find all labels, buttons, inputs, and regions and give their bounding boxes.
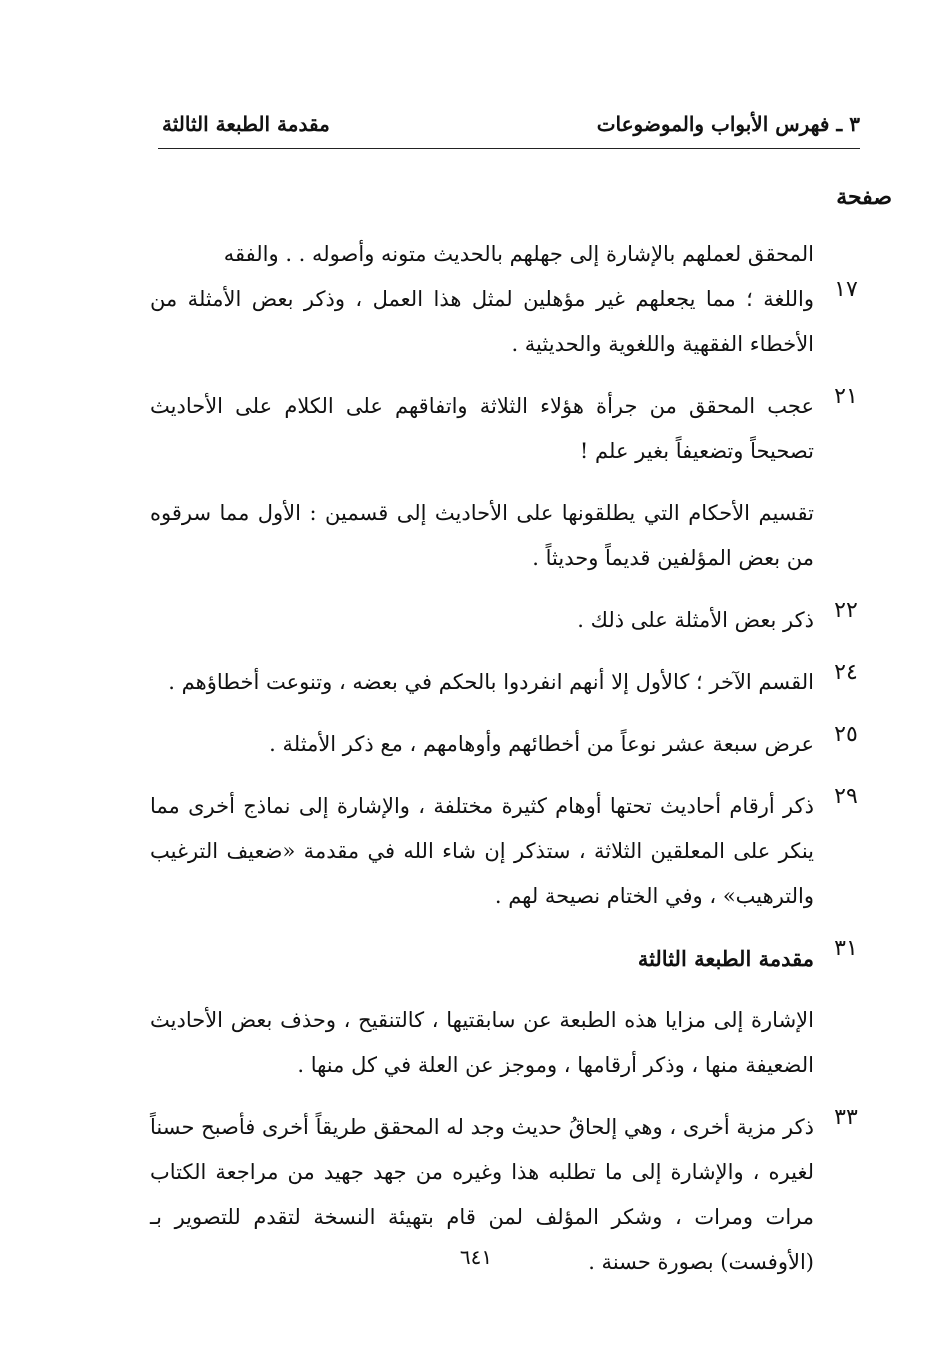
entry-text: عرض سبعة عشر نوعاً من أخطائهم وأوهامهم ، مع ذكر الأمثلة .	[269, 732, 814, 756]
entry-page-number: ٢٩	[834, 784, 858, 809]
index-entry	[150, 784, 872, 919]
index-entry	[150, 384, 872, 474]
entry-page-number: ٣٣	[834, 1105, 858, 1130]
entry-heading-text: مقدمة الطبعة الثالثة	[637, 946, 814, 971]
index-entry	[150, 722, 872, 767]
entry-page-number: ٣١	[834, 936, 858, 961]
page-column-label: صفحة	[836, 184, 892, 210]
index-entry	[150, 491, 872, 581]
entry-text: القسم الآخر ؛ كالأول إلا أنهم انفردوا بالحكم في بعضه ، وتنوعت أخطاؤهم .	[168, 670, 814, 694]
page-header	[158, 108, 860, 149]
index-entry-heading	[150, 936, 872, 981]
section-title: مقدمة الطبعة الثالثة	[162, 112, 330, 136]
entry-page-number: ٢٢	[834, 598, 858, 623]
entry-text: واللغة ؛ مما يجعلهم غير مؤهلين لمثل هذا العمل ، وذكر بعض الأمثلة من الأخطاء الفقهية واللغوية والحديثية .	[150, 287, 814, 356]
entry-page-number: ٢٥	[834, 722, 858, 747]
index-entry	[150, 232, 872, 277]
index-entry	[150, 660, 872, 705]
entry-text: عجب المحقق من جرأة هؤلاء الثلاثة واتفاقهم على الكلام على الأحاديث تصحيحاً وتضعيفاً بغير علم !	[150, 394, 814, 463]
entry-text: تقسيم الأحكام التي يطلقونها على الأحاديث إلى قسمين : الأول مما سرقوه من بعض المؤلفين قديماً وحديثاً .	[150, 501, 814, 570]
entry-text: الإشارة إلى مزايا هذه الطبعة عن سابقتيها ، كالتنقيح ، وحذف بعض الأحاديث الضعيفة منها ، وذكر أرقامها ، وموجز عن العلة في كل منها .	[150, 1008, 814, 1077]
entry-page-number: ٢٤	[834, 660, 858, 685]
index-entries	[150, 232, 872, 1302]
index-entry	[150, 277, 872, 367]
index-entry	[150, 998, 872, 1088]
entry-text: ذكر مزية أخرى ، وهي إلحاقُ حديث وجد له المحقق طريقاً أخرى فأصبح حسناً لغيره ، والإشارة إلى ما تطلبه هذا وغيره من جهد جهيد من مراجعة الكتاب مرات ومرات ، وشكر المؤلف لمن قام بتهيئة النسخة لتقدم للتصوير بـ (الأوفست) بصورة حسنة .	[150, 1115, 814, 1274]
page-number: ٦٤١	[459, 1245, 493, 1269]
index-entry	[150, 598, 872, 643]
entry-page-number: ١٧	[834, 277, 858, 302]
entry-text: المحقق لعملهم بالإشارة إلى جهلهم بالحديث متونه وأصوله . . والفقه	[223, 242, 814, 266]
entry-text: ذكر أرقام أحاديث تحتها أوهام كثيرة مختلفة ، والإشارة إلى نماذج أخرى مما ينكر على المعلقين الثلاثة ، ستذكر إن شاء الله في مقدمة «ضعيف الترغيب والترهيب» ، وفي الختام نصيحة لهم .	[150, 794, 814, 908]
chapter-title: ٣ ـ فهرس الأبواب والموضوعات	[596, 112, 860, 136]
entry-text: ذكر بعض الأمثلة على ذلك .	[577, 608, 814, 632]
entry-page-number: ٢١	[834, 384, 858, 409]
